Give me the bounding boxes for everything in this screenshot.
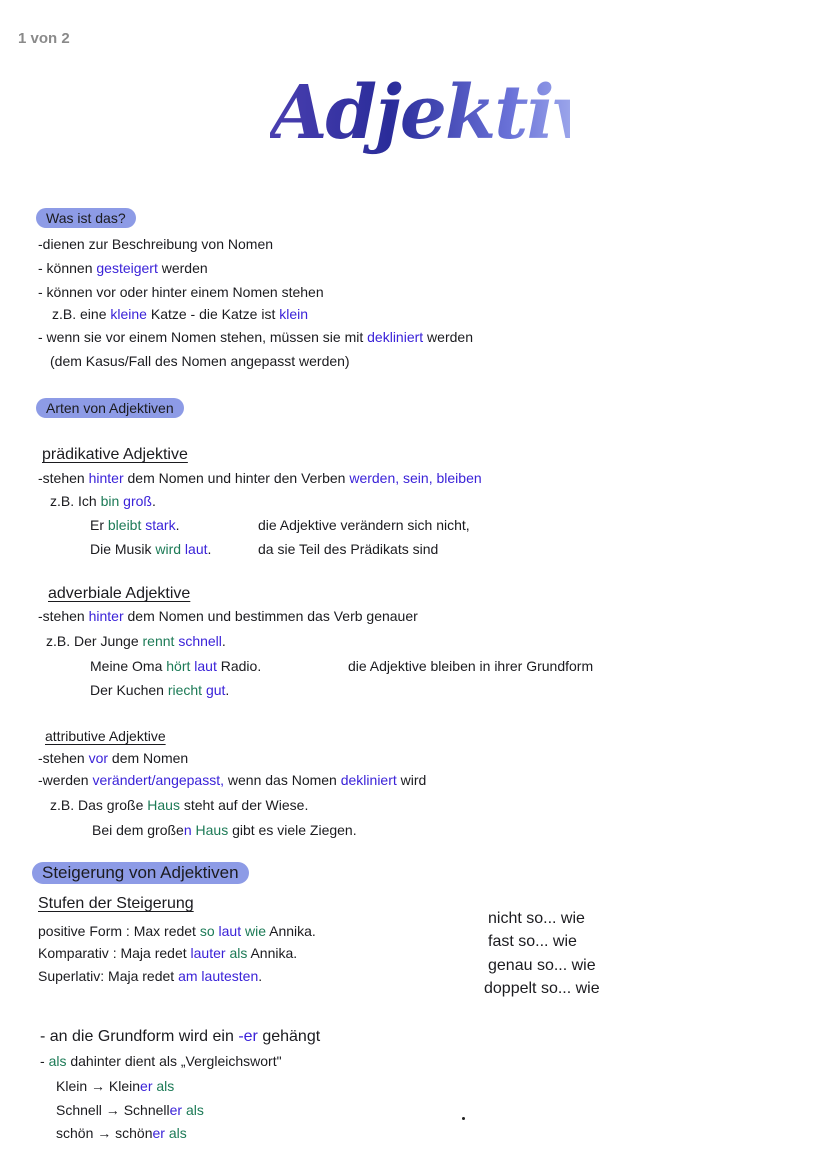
highlighted-word: als <box>48 1053 67 1069</box>
highlighted-word: verändert/angepasst, <box>92 772 224 788</box>
text-segment: . <box>175 517 180 533</box>
note-line <box>50 492 156 510</box>
text-segment: steht auf der Wiese. <box>179 797 309 813</box>
text-segment: prädikative Adjektive <box>42 446 188 463</box>
note-line <box>46 632 226 650</box>
text-segment: z.B. Ich <box>50 493 101 509</box>
note-line <box>38 259 208 277</box>
text-segment: z.B. Das große <box>50 797 148 813</box>
heading-was-ist-das: Was ist das? <box>36 208 136 228</box>
highlighted-word: bleibt <box>107 517 142 533</box>
text-segment: Annika. <box>247 945 298 961</box>
text-segment: . <box>207 541 212 557</box>
highlighted-word: rennt <box>142 633 175 649</box>
highlighted-word: dekliniert <box>367 329 424 345</box>
text-segment: - können <box>38 260 97 276</box>
note-line <box>348 657 593 675</box>
highlighted-word: groß <box>123 493 152 509</box>
note-line <box>50 796 308 814</box>
text-segment: Schnell → Schnell <box>56 1102 170 1118</box>
text-segment: werden <box>157 260 208 276</box>
text-segment: Die Musik <box>90 541 156 557</box>
highlighted-word: bin <box>100 493 120 509</box>
note-line <box>92 821 357 839</box>
text-segment: wird <box>396 772 427 788</box>
text-segment: Er <box>90 517 108 533</box>
note-line <box>52 305 308 323</box>
text-segment: dahinter dient als „Vergleichswort" <box>66 1053 282 1069</box>
note-line <box>38 469 482 487</box>
text-segment: . <box>225 682 230 698</box>
highlighted-word: hinter <box>88 608 124 624</box>
note-line <box>45 727 166 745</box>
highlighted-word: -er <box>238 1028 258 1045</box>
text-segment: Annika. <box>266 923 316 939</box>
note-line <box>90 681 229 699</box>
highlighted-word: laut <box>218 923 242 939</box>
text-segment: Klein → Klein <box>56 1078 141 1094</box>
page-title: Adjektive <box>270 70 639 156</box>
highlighted-word: wird <box>155 541 182 557</box>
highlighted-word: Haus <box>195 822 229 838</box>
text-segment: wenn das Nomen <box>224 772 341 788</box>
highlighted-word: gesteigert <box>96 260 158 276</box>
highlighted-word: dekliniert <box>340 772 397 788</box>
highlighted-word: vor <box>88 750 109 766</box>
highlighted-word: er <box>169 1102 183 1118</box>
note-line <box>90 540 211 558</box>
text-segment: - an die Grundform wird ein <box>40 1028 239 1045</box>
highlighted-word: n <box>183 822 192 838</box>
highlighted-word: am lautesten <box>178 968 259 984</box>
highlighted-word: hört <box>166 658 191 674</box>
highlighted-word: wie <box>244 923 266 939</box>
text-segment: z.B. eine <box>52 306 111 322</box>
note-line <box>56 1124 187 1142</box>
highlighted-word: er <box>152 1125 165 1141</box>
note-line <box>38 944 297 962</box>
text-segment: -werden <box>38 772 93 788</box>
note-line <box>38 749 188 767</box>
text-segment: gehängt <box>257 1028 321 1045</box>
text-segment: Stufen der Steigerung <box>38 895 194 912</box>
text-segment: genau so... wie <box>488 957 596 974</box>
note-line <box>38 328 473 346</box>
note-line <box>90 516 179 534</box>
highlighted-word: als <box>168 1125 187 1141</box>
text-segment: z.B. Der Junge <box>46 633 143 649</box>
text-segment: dem Nomen und hinter den Verben <box>123 470 350 486</box>
stray-dot <box>462 1117 465 1120</box>
text-segment: -stehen <box>38 750 89 766</box>
highlighted-word: gut <box>205 682 226 698</box>
note-line <box>488 910 585 928</box>
text-segment: adverbiale Adjektive <box>48 585 191 602</box>
text-segment: Der Kuchen <box>90 682 168 698</box>
note-line <box>38 607 418 625</box>
note-line <box>40 1052 282 1070</box>
text-segment: . <box>151 493 156 509</box>
note-line <box>484 980 600 998</box>
note-line <box>38 771 426 789</box>
text-segment: Radio. <box>216 658 262 674</box>
text-segment: -dienen zur Beschreibung von Nomen <box>38 236 274 252</box>
note-line <box>50 352 350 370</box>
highlighted-word: lauter <box>190 945 226 961</box>
text-segment: die Adjektive verändern sich nicht, <box>258 517 470 533</box>
text-segment: Bei dem große <box>92 822 184 838</box>
note-line <box>40 1028 320 1046</box>
text-segment: schön → schön <box>56 1125 153 1141</box>
highlighted-word: riecht <box>167 682 203 698</box>
note-line <box>38 235 273 253</box>
text-segment: Superlativ: Maja redet <box>38 968 179 984</box>
text-segment: Komparativ : Maja redet <box>38 945 191 961</box>
text-segment: . <box>221 633 226 649</box>
text-segment: Meine Oma <box>90 658 167 674</box>
highlighted-word: als <box>185 1102 204 1118</box>
text-segment: -stehen <box>38 470 89 486</box>
text-segment: doppelt so... wie <box>484 980 600 997</box>
note-line <box>56 1101 204 1119</box>
highlighted-word: kleine <box>110 306 147 322</box>
text-segment: Katze - die Katze ist <box>146 306 280 322</box>
text-segment: attributive Adjektive <box>45 728 166 744</box>
heading-steigerung: Steigerung von Adjektiven <box>32 862 249 884</box>
note-line <box>258 540 438 558</box>
text-segment: -stehen <box>38 608 89 624</box>
text-segment: fast so... wie <box>488 933 577 950</box>
text-segment: die Adjektive bleiben in ihrer Grundform <box>348 658 594 674</box>
text-segment: positive Form : Max redet <box>38 923 200 939</box>
text-segment: - <box>40 1053 49 1069</box>
highlighted-word: Haus <box>147 797 180 813</box>
highlighted-word: er <box>140 1078 153 1094</box>
text-segment: da sie Teil des Prädikats sind <box>258 541 439 557</box>
note-line <box>38 922 316 940</box>
text-segment: nicht so... wie <box>488 910 585 927</box>
highlighted-word: stark <box>145 517 176 533</box>
note-line <box>38 895 194 913</box>
text-segment: werden <box>423 329 473 345</box>
highlighted-word: laut <box>184 541 208 557</box>
note-line <box>258 516 470 534</box>
note-line <box>488 957 596 975</box>
heading-arten: Arten von Adjektiven <box>36 398 184 418</box>
highlighted-word: als <box>156 1078 175 1094</box>
highlighted-word: hinter <box>88 470 124 486</box>
text-segment: - wenn sie vor einem Nomen stehen, müssen sie mit <box>38 329 368 345</box>
highlighted-word: so <box>199 923 215 939</box>
page-indicator: 1 von 2 <box>18 30 70 47</box>
text-segment: . <box>258 968 263 984</box>
highlighted-word: laut <box>194 658 217 674</box>
text-segment: dem Nomen <box>108 750 189 766</box>
note-line <box>38 967 262 985</box>
highlighted-word: schnell <box>178 633 222 649</box>
note-line <box>38 283 324 301</box>
highlighted-word: klein <box>279 306 309 322</box>
note-line <box>42 446 188 464</box>
note-line <box>48 585 190 603</box>
note-line <box>488 933 577 951</box>
text-segment: - können vor oder hinter einem Nomen stehen <box>38 284 324 300</box>
text-segment: gibt es viele Ziegen. <box>228 822 357 838</box>
note-line <box>90 657 261 675</box>
highlighted-word: als <box>229 945 248 961</box>
highlighted-word: werden, sein, bleiben <box>349 470 482 486</box>
note-line <box>56 1077 174 1095</box>
text-segment: (dem Kasus/Fall des Nomen angepasst werden) <box>50 353 350 369</box>
text-segment: dem Nomen und bestimmen das Verb genauer <box>123 608 418 624</box>
